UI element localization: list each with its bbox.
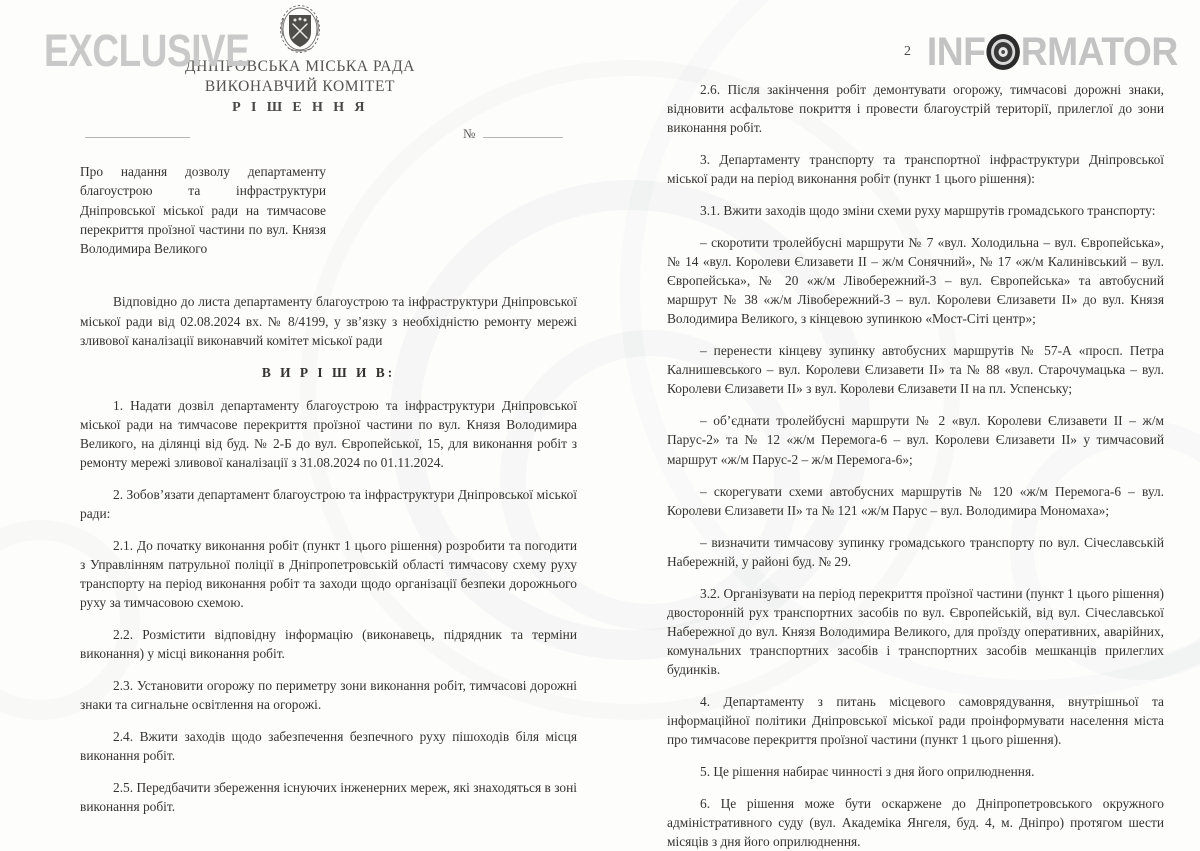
page-number: 2 xyxy=(904,44,911,59)
clause-2-2: 2.2. Розмістити відповідну інформацію (виконавець, підрядник та терміни виконання) у місці виконання робіт. xyxy=(80,626,577,661)
route-change-bus-adjust: – скорегувати схеми автобусних маршрутів № 120 «ж/м Перемога-6 – вул. Королеви Єлизавети II» та № 121 «ж/м Парус – вул. Володимира Мономаха»; xyxy=(667,483,1164,518)
clause-4: 4. Департаменту з питань місцевого самоврядування, внутрішньої та інформаційної політики Дніпровської міської ради проінформувати населення міста про тимчасове перекриття проїзної частини (пункт 1 цього рішення). xyxy=(667,693,1164,747)
dnipro-coat-of-arms-icon xyxy=(278,4,322,54)
route-change-trolleybus-merge: – об’єднати тролейбусні маршрути № 2 «вул. Королеви Єлизавети II – ж/м Парус-2» та № 12 «ж/м Перемога-6 – вул. Королеви Єлизавети II» у тимчасовий маршрут «ж/м Парус-2 – ж/м Перемога-6»; xyxy=(667,413,1164,467)
number-blank-line xyxy=(483,137,563,138)
right-column xyxy=(667,80,1164,851)
clause-3-1: 3.1. Вжити заходів щодо зміни схеми руху маршрутів громадського транспорту: xyxy=(700,203,1156,219)
route-change-temporary-stop: – визначити тимчасову зупинку громадського транспорту по вул. Січеславській Набережній, у районі буд. № 29. xyxy=(667,534,1164,569)
clause-1: 1. Надати дозвіл департаменту благоустрою та інфраструктури Дніпровської міської ради на тимчасове перекриття проїзної частини по вул. Князя Володимира Великого, на ділянці від буд. № 2-Б до вул. Європейської, 15, для виконання робіт з ремонту мережі зливової каналізації з 31.08.2024 по 01.11.2024. xyxy=(80,397,577,470)
exclusive-watermark: EXCLUSIVE xyxy=(44,25,250,76)
date-blank-line xyxy=(85,137,190,138)
clause-2-5: 2.5. Передбачити збереження існуючих інженерних мереж, які знаходяться в зоні виконання робіт. xyxy=(80,780,577,815)
document-type-heading: Р І Ш Е Н Н Я xyxy=(232,99,368,115)
clause-3-2: 3.2. Організувати на період перекриття проїзної частини (пункт 1 цього рішення) двосторонній рух транспортних засобів по вул. Європейській, від вул. Січеславської Набережної до вул. Князя Володимира Великого, для проїзду оперативних, аварійних, комунальних транспортних засобів і транспортних засобів мешканців прилеглих будинків. xyxy=(667,585,1164,677)
date-number-row xyxy=(0,126,600,146)
number-label: № xyxy=(463,126,476,141)
preamble-paragraph: Відповідно до листа департаменту благоустрою та інфраструктури Дніпровської міської ради від 02.08.2024 вх. № 8/4199, у зв’язку з необхідністю ремонту мережі зливової каналізації виконавчий комітет міської ради xyxy=(80,294,577,348)
document-subject: Про надання дозволу департаменту благоустрою та інфраструктури Дніпровської міської ради на тимчасове перекриття проїзної частини по вул. Князя Володимира Великого xyxy=(80,164,326,257)
clause-6: 6. Це рішення може бути оскаржене до Дніпропетровського окружного адміністративного суду (вул. Академіка Янгеля, буд. 4, м. Дніпро) протягом шести місяців з дня його оприлюднення. xyxy=(667,795,1164,849)
left-column xyxy=(80,162,577,816)
clause-2: 2. Зобов’язати департамент благоустрою та інфраструктури Дніпровської міської ради: xyxy=(80,486,577,521)
route-change-trolleybus-shorten: – скоротити тролейбусні маршрути № 7 «вул. Холодильна – вул. Європейська», № 14 «вул. Королеви Єлизавети II – ж/м Сонячний», № 17 «ж/м Калинівський – вул. Європейська», № 20 «ж/м Лівобережний-3 – вул. Європейська» та автобусний маршрут № 38 «ж/м Лівобережний-3 – вул. Королеви Єлизавети II» до вул. Князя Володимира Великого, з кінцевою зупинкою «Мост-Сіті центр»; xyxy=(667,235,1164,327)
resolution-keyword: В И Р І Ш И В: xyxy=(261,364,396,380)
clause-5: 5. Це рішення набирає чинності з дня його оприлюднення. xyxy=(700,763,1035,779)
route-change-bus-terminal-move: – перенести кінцеву зупинку автобусних маршрутів № 57-А «просп. Петра Калнишевського – вул. Королеви Єлизавети II» та № 88 «вул. Старочумацька – вул. Королеви Єлизавети II» з вул. Королеви Єлизавети II на пл. Успенську; xyxy=(667,343,1164,397)
clause-3: 3. Департаменту транспорту та транспортної інфраструктури Дніпровської міської ради на період виконання робіт (пункт 1 цього рішення): xyxy=(667,152,1164,187)
clause-2-3: 2.3. Установити огорожу по периметру зони виконання робіт, тимчасові дорожні знаки та сигнальне освітлення на огорожі. xyxy=(80,677,577,713)
lens-eye-icon xyxy=(987,34,1020,70)
informator-text-before: INF xyxy=(927,30,986,74)
informator-watermark xyxy=(927,32,1178,72)
informator-text-after: RMATOR xyxy=(1020,30,1178,74)
clause-2-1: 2.1. До початку виконання робіт (пункт 1 цього рішення) розробити та погодити з Управлінням патрульної поліції в Дніпропетровській області тимчасову схему руху транспорту на період виконання робіт та заходи щодо організації безпеки дорожнього руху за тимчасовою схемою. xyxy=(80,537,577,610)
organization-name-line2: ВИКОНАВЧИЙ КОМІТЕТ xyxy=(204,78,396,96)
organization-name-line1: ДНІПРОВСЬКА МІСЬКА РАДА xyxy=(184,58,416,75)
clause-2-6: 2.6. Після закінчення робіт демонтувати огорожу, тимчасові дорожні знаки, відновити асфальтове покриття і провести благоустрій території, прилеглої до зони виконання робіт. xyxy=(667,82,1164,136)
clause-2-4: 2.4. Вжити заходів щодо забезпечення безпечного руху пішоходів біля місця виконання робіт. xyxy=(80,729,577,764)
